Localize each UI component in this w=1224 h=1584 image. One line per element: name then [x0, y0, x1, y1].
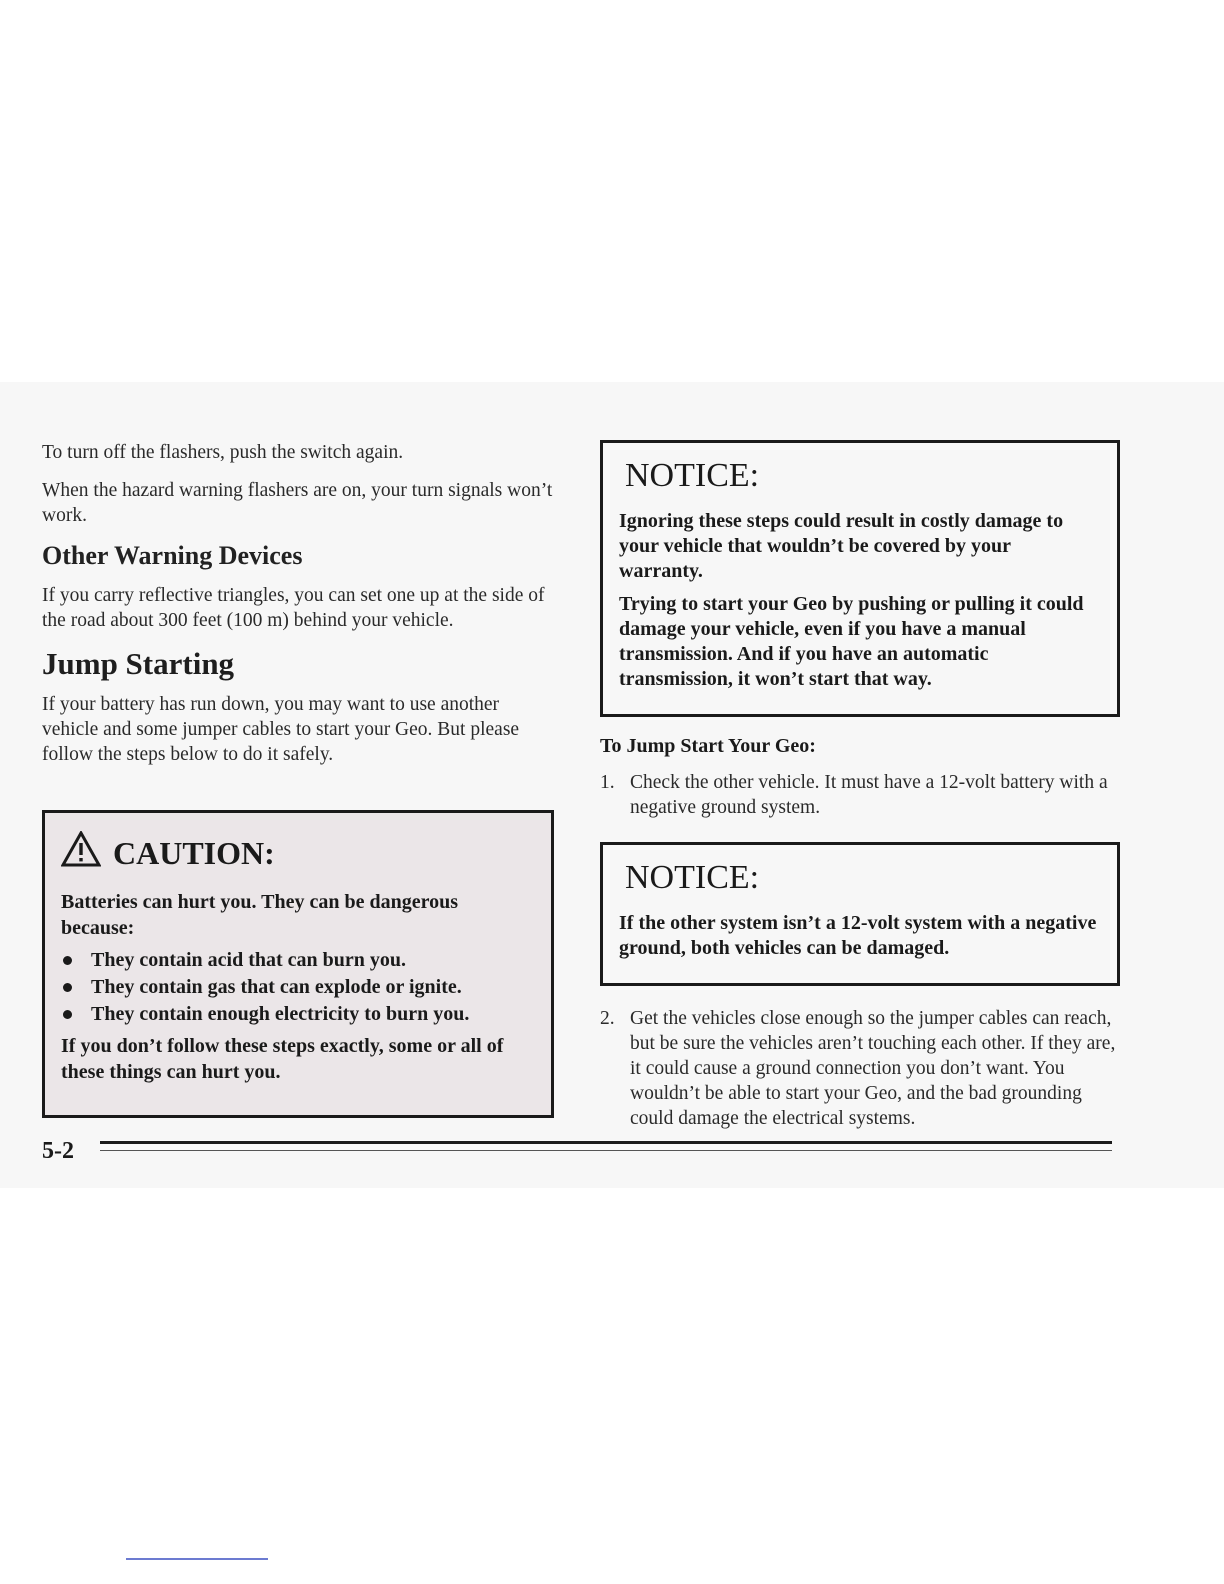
caution-intro: Batteries can hurt you. They can be dangerous because: — [61, 891, 459, 939]
footer-rule-thin — [100, 1150, 1112, 1151]
page-footer — [42, 1138, 1114, 1168]
paragraph-reflective-triangles: If you carry reflective triangles, you can set one up at the side of the road about 300 feet (100 m) behind your vehicle. — [42, 585, 545, 631]
caution-title: CAUTION: — [113, 834, 275, 871]
notice-paragraph: Ignoring these steps could result in costly damage to your vehicle that wouldn’t be covered by your warranty. — [619, 510, 1064, 582]
step-1 — [600, 770, 1120, 820]
heading-other-warning-devices: Other Warning Devices — [42, 541, 303, 570]
page-number: 5-2 — [42, 1138, 74, 1164]
heading-jump-starting: Jump Starting — [42, 646, 235, 681]
notice-title: NOTICE: — [625, 457, 760, 494]
steps-title: To Jump Start Your Geo: — [600, 735, 816, 757]
left-column — [42, 440, 554, 780]
step-number: 1. — [600, 772, 615, 793]
bullet-icon — [63, 956, 72, 965]
list-item: They contain acid that can burn you. — [61, 947, 535, 973]
paragraph-flashers-off: To turn off the flashers, push the switch again. — [42, 442, 404, 463]
notice-box-warranty — [600, 440, 1120, 717]
step-2 — [600, 1006, 1120, 1131]
notice-paragraph: If the other system isn’t a 12-volt system with a negative ground, both vehicles can be damaged. — [619, 912, 1097, 959]
caution-header — [61, 831, 535, 875]
bullet-icon — [63, 983, 72, 992]
step-number: 2. — [600, 1008, 615, 1029]
right-column — [600, 440, 1120, 1147]
caution-box — [42, 810, 554, 1118]
notice-paragraph: Trying to start your Geo by pushing or pulling it could damage your vehicle, even if you have a manual transmission. And if you have an automatic transmission, it won’t start that way. — [619, 593, 1084, 690]
paragraph-jump-intro: If your battery has run down, you may want to use another vehicle and some jumper cables to start your Geo. But please follow the steps below to do it safely. — [42, 694, 520, 765]
step-text: Check the other vehicle. It must have a 12-volt battery with a negative ground system. — [630, 772, 1108, 818]
bullet-icon — [63, 1010, 72, 1019]
step-text: Get the vehicles close enough so the jumper cables can reach, but be sure the vehicles aren’t touching each other. If they are, it could cause a ground connection you don’t want. You wouldn’t be able to start your Geo, and the bad grounding could damage the electrical systems. — [630, 1008, 1116, 1129]
warning-triangle-icon — [61, 831, 101, 875]
caution-list — [61, 947, 535, 1027]
list-item: They contain enough electricity to burn you. — [61, 1001, 535, 1027]
bottom-divider — [126, 1558, 268, 1560]
notice-title: NOTICE: — [625, 859, 760, 896]
paragraph-turn-signals: When the hazard warning flashers are on, your turn signals won’t work. — [42, 480, 553, 526]
footer-rule — [100, 1141, 1112, 1144]
notice-box-ground — [600, 842, 1120, 986]
caution-closing: If you don’t follow these steps exactly, some or all of these things can hurt you. — [61, 1035, 504, 1083]
list-item: They contain gas that can explode or ignite. — [61, 974, 535, 1000]
